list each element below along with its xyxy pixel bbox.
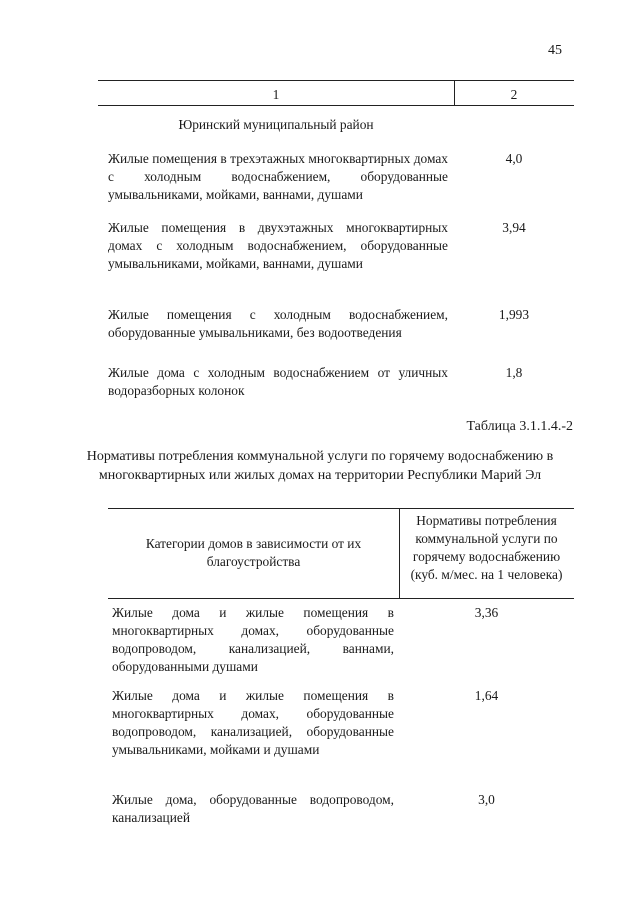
district-heading: Юринский муниципальный район xyxy=(178,117,374,132)
table1-header-col1: 1 xyxy=(272,87,280,102)
table1-row-3-value: 1,993 xyxy=(498,307,530,322)
table2-top-rule xyxy=(108,508,574,509)
page-number: 45 xyxy=(548,43,562,58)
table-label: Таблица 3.1.1.4.-2 xyxy=(466,419,573,434)
table1-row-1-category: Жилые помещения в трехэтажных многоквартирных домах с холодным водоснабжением, оборудованные умывальниками, мойками, ваннами, душами xyxy=(108,151,448,202)
table-title: Нормативы потребления коммунальной услуги по горячему водоснабжению в многоквартирных или жилых домах на территории Республики Марий Эл xyxy=(86,449,554,483)
table2-row-1-value: 3,36 xyxy=(474,605,499,620)
table2-row-2-category: Жилые дома и жилые помещения в многоквартирных домах, оборудованные водопроводом, канализацией, оборудованные умывальниками, мойками и душами xyxy=(112,688,394,757)
table2-row-1-category: Жилые дома и жилые помещения в многоквартирных домах, оборудованные водопроводом, канализацией, ваннами, оборудованными душами xyxy=(112,605,394,674)
table1-top-rule xyxy=(98,80,574,81)
table1-row-1-value: 4,0 xyxy=(505,151,523,166)
table1-row-2-value: 3,94 xyxy=(502,220,526,235)
table1-row-3-category: Жилые помещения с холодным водоснабжением, оборудованные умывальниками, без водоотведения xyxy=(108,307,448,340)
table2-row-3-category: Жилые дома, оборудованные водопроводом, канализацией xyxy=(112,792,394,825)
table1-row-4-category: Жилые дома с холодным водоснабжением от уличных водоразборных колонок xyxy=(108,365,448,398)
table1-row-4-value: 1,8 xyxy=(505,365,523,380)
table2-header-col2: Нормативы потребления коммунальной услуги по горячему водоснабжению (куб. м/мес. на 1 человека) xyxy=(410,513,563,582)
table1-header-col2: 2 xyxy=(510,87,518,102)
table2-row-2-value: 1,64 xyxy=(474,688,499,703)
table2-header-col1: Категории домов в зависимости от их благоустройства xyxy=(145,536,362,569)
table2-header-rule xyxy=(108,598,574,599)
table1-row-2-category: Жилые помещения в двухэтажных многоквартирных домах с холодным водоснабжением, оборудованные умывальниками, мойками, ваннами, душами xyxy=(108,220,448,271)
table2-row-3-value: 3,0 xyxy=(478,792,495,807)
table1-header-rule xyxy=(98,105,574,106)
